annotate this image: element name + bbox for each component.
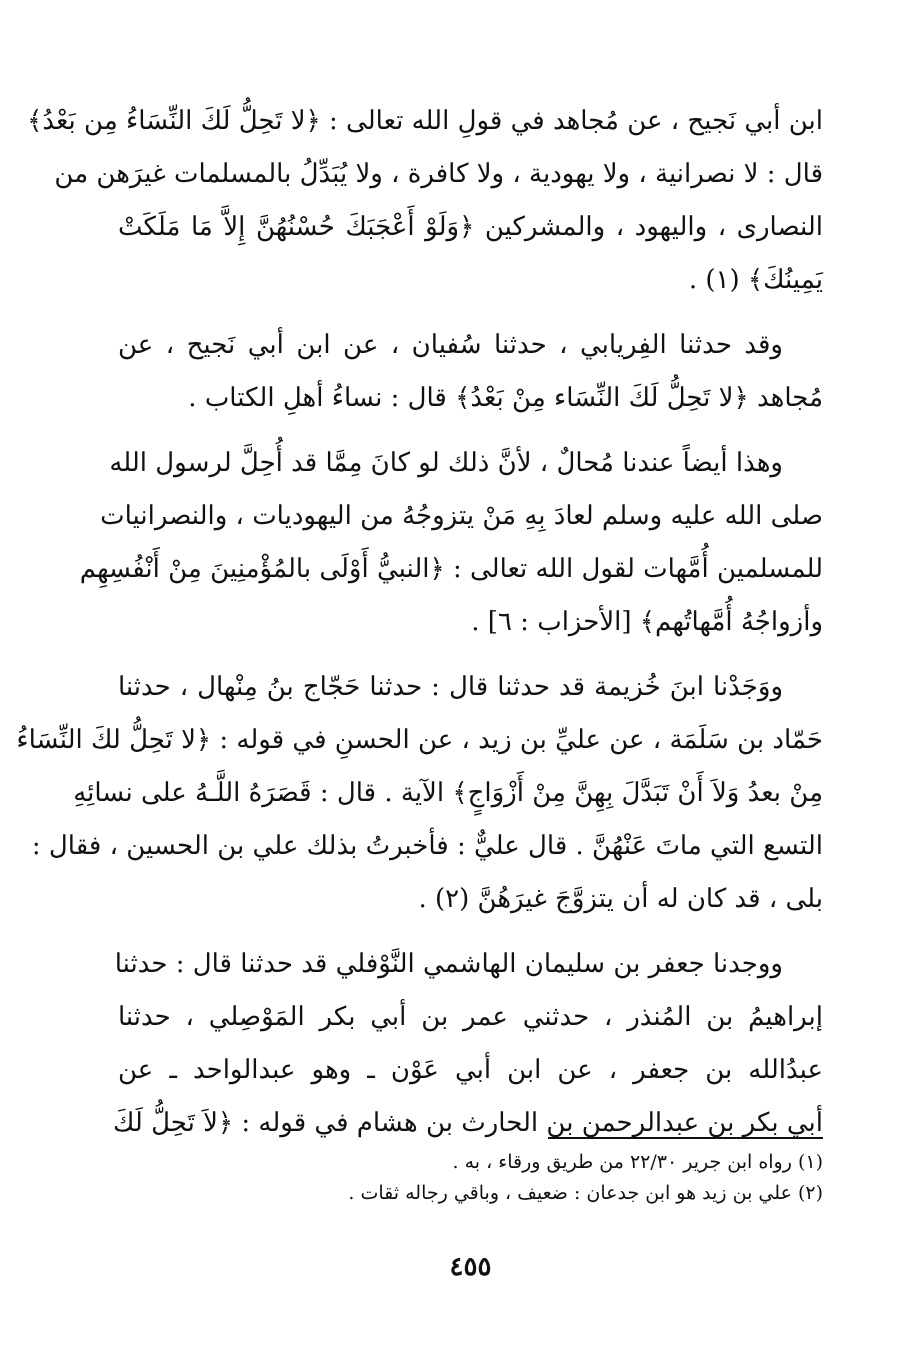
text-line: وقد حدثنا الفِريابي ، حدثنا سُفيان ، عن ابن أبي نَجيح ، عن <box>118 330 783 360</box>
footnote-divider <box>548 1137 823 1139</box>
text-line: حَمّاد بن سَلَمَة ، عن عليِّ بن زيد ، عن الحسنِ في قوله : ﴿لا تَحِلُّ لكَ النِّسَاءُ <box>16 725 823 755</box>
text-line: يَمِينُكَ﴾ (١) . <box>688 265 823 295</box>
paragraph-1 <box>27 95 823 307</box>
text-line: النصارى ، واليهود ، والمشركين ﴿وَلَوْ أَعْجَبَكَ حُسْنُهُنَّ إِلاَّ مَا مَلَكَتْ <box>118 212 823 242</box>
text-line: مِنْ بعدُ وَلاَ أَنْ تَبَدَّلَ بِهِنَّ مِنْ أَزْوَاجٍ﴾ الآية . قال : قَصَرَهُ اللَّـهُ على نسائِهِ <box>73 778 823 808</box>
text-line: ووَجَدْنا ابنَ خُزيمة قد حدثنا قال : حدثنا حَجّاج بنُ مِنْهال ، حدثنا <box>118 672 783 702</box>
footnote-1: (١) رواه ابن جرير ٢٢/٣٠ من طريق ورقاء ، به . <box>452 1151 823 1173</box>
text-line: إبراهيمُ بن المُنذر ، حدثني عمر بن أبي بكر المَوْصِلي ، حدثنا <box>118 1002 823 1032</box>
text-line: صلى الله عليه وسلم لعادَ بِهِ مَنْ يتزوجُهُ من اليهوديات ، والنصرانيات <box>100 501 823 531</box>
text-line: وأزواجُهُ أُمَّهاتُهم﴾ [الأحزاب : ٦] . <box>471 607 823 637</box>
paragraph-2 <box>118 319 823 425</box>
page-number: ٤٥٥ <box>449 1252 492 1282</box>
text-line: بلى ، قد كان له أن يتزوَّجَ غيرَهُنَّ (٢) . <box>418 884 823 914</box>
text-line: ووجدنا جعفر بن سليمان الهاشمي النَّوْفلي قد حدثنا قال : حدثنا <box>114 949 783 979</box>
footnote-2: (٢) علي بن زيد هو ابن جدعان : ضعيف ، وباقي رجاله ثقات . <box>348 1182 823 1204</box>
text-line: للمسلمين أُمَّهات لقول الله تعالى : ﴿النبيُّ أَوْلَى بالمُؤْمنِينَ مِنْ أَنْفُسِهِم <box>79 554 823 584</box>
text-line: أبي بكر بن عبدالرحمن بن الحارث بن هشام في قوله : ﴿لاَ تَحِلُّ لَكَ <box>113 1108 823 1138</box>
text-line: ابن أبي نَجيح ، عن مُجاهد في قولِ الله تعالى : ﴿لا تَحِلُّ لَكَ النِّسَاءُ مِن بَعْدُ﴾ <box>27 106 823 136</box>
paragraph-5 <box>113 938 823 1150</box>
text-line: عبدُالله بن جعفر ، عن ابن أبي عَوْن ـ وهو عبدالواحد ـ عن <box>118 1055 823 1085</box>
paragraph-3 <box>79 437 823 649</box>
footnotes <box>118 1147 823 1209</box>
paragraph-4 <box>16 661 823 926</box>
text-line: مُجاهد ﴿لا تَحِلُّ لَكَ النِّسَاء مِنْ بَعْدُ﴾ قال : نساءُ أهلِ الكتاب . <box>188 383 823 413</box>
book-page <box>16 95 823 1295</box>
text-line: قال : لا نصرانية ، ولا يهودية ، ولا كافرة ، ولا يُبَدِّلُ بالمسلمات غيرَهن من <box>54 159 823 189</box>
text-line: التسع التي ماتَ عَنْهُنَّ . قال عليٌّ : فأخبرتُ بذلك علي بن الحسين ، فقال : <box>31 831 823 861</box>
text-line: وهذا أيضاً عندنا مُحالٌ ، لأنَّ ذلك لو كانَ مِمَّا قد أُحِلَّ لرسول الله <box>109 448 783 478</box>
